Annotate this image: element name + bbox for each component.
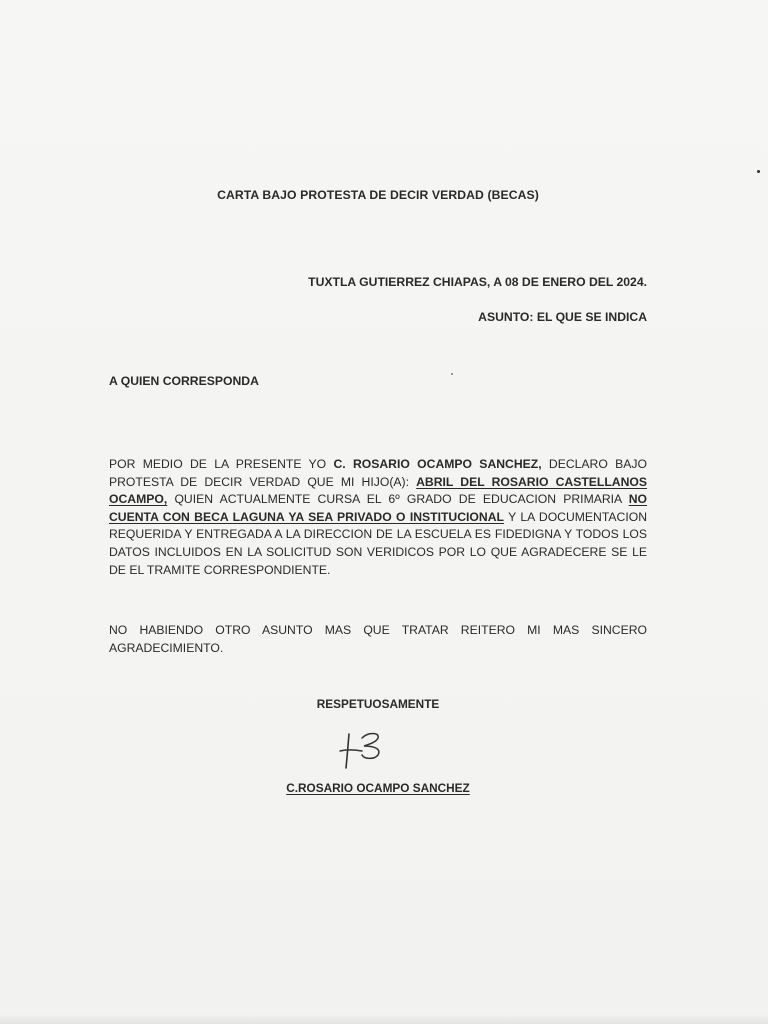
- declaration-paragraph: [109, 456, 647, 579]
- declarant-name: C. ROSARIO OCAMPO SANCHEZ,: [333, 457, 542, 471]
- subject-line: ASUNTO: EL QUE SE INDICA: [478, 310, 647, 324]
- scan-speck: [757, 170, 760, 173]
- scan-speck: [451, 373, 453, 375]
- signer-name: C.ROSARIO OCAMPO SANCHEZ: [286, 781, 470, 795]
- closing-salutation: RESPETUOSAMENTE: [316, 697, 440, 711]
- addressee: A QUIEN CORRESPONDA: [109, 374, 259, 388]
- no-scholarship-statement: NO CUENTA CON BECA LAGUNA YA SEA PRIVADO O INSTITUCIONAL: [109, 492, 647, 524]
- declaration-text-2: DECLARO BAJO PROTESTA DE DECIR VERDAD QUE MI HIJO(A):: [109, 457, 647, 489]
- scan-edge-shadow: [0, 1014, 768, 1024]
- declaration-text-1: POR MEDIO DE LA PRESENTE YO: [109, 457, 334, 471]
- letter-title: CARTA BAJO PROTESTA DE DECIR VERDAD (BECAS): [217, 188, 539, 202]
- declaration-text-4: Y LA DOCUMENTACION REQUERIDA Y ENTREGADA A LA DIRECCION DE LA ESCUELA ES FIDEDIGNA Y TODOS LOS DATOS INCLUIDOS EN LA SOLICITUD SON VERIDICOS POR LO QUE AGRADECERE SE LE DE EL TRAMITE CORRESPONDIENTE.: [109, 509, 648, 577]
- place-and-date: TUXTLA GUTIERREZ CHIAPAS, A 08 DE ENERO DEL 2024.: [308, 275, 647, 289]
- closing-paragraph: NO HABIENDO OTRO ASUNTO MAS QUE TRATAR REITERO MI MAS SINCERO AGRADECIMIENTO.: [109, 623, 647, 655]
- signature-mark: [336, 724, 396, 772]
- child-name: ABRIL DEL ROSARIO CASTELLANOS OCAMPO,: [109, 474, 647, 507]
- declaration-text-3: QUIEN ACTUALMENTE CURSA EL 6º GRADO DE EDUCACION PRIMARIA: [167, 492, 629, 507]
